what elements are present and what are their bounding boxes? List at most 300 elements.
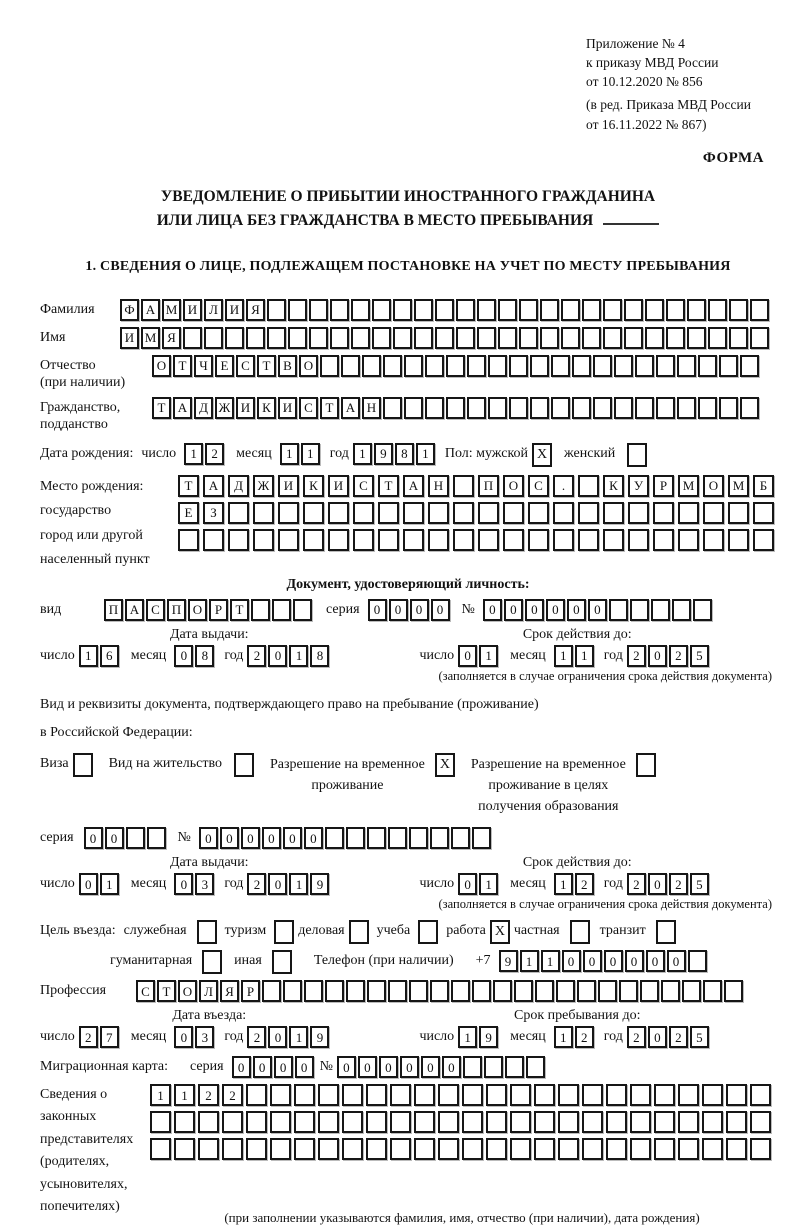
purpose-humanitarian-checkbox[interactable] (202, 950, 222, 974)
guardians-grid-row1[interactable] (150, 1084, 774, 1106)
form-cell[interactable]: 0 (442, 1056, 461, 1078)
migration-number-grid[interactable] (337, 1056, 547, 1078)
form-cell[interactable] (750, 299, 769, 321)
form-cell[interactable] (453, 529, 474, 551)
form-cell[interactable] (654, 1084, 675, 1106)
form-cell[interactable] (666, 299, 685, 321)
form-cell[interactable]: Р (653, 475, 674, 497)
form-cell[interactable] (572, 355, 591, 377)
form-cell[interactable] (150, 1111, 171, 1133)
form-cell[interactable]: Л (204, 299, 223, 321)
form-cell[interactable] (283, 980, 302, 1002)
form-cell[interactable]: 9 (310, 873, 329, 895)
form-cell[interactable]: М (162, 299, 181, 321)
form-cell[interactable]: Е (178, 502, 199, 524)
form-cell[interactable]: П (104, 599, 123, 621)
form-cell[interactable]: 0 (268, 1026, 287, 1048)
form-cell[interactable]: Т (152, 397, 171, 419)
form-cell[interactable] (462, 1084, 483, 1106)
form-cell[interactable]: Т (178, 475, 199, 497)
form-cell[interactable] (126, 827, 145, 849)
form-cell[interactable]: Н (428, 475, 449, 497)
form-cell[interactable] (708, 327, 727, 349)
form-cell[interactable] (593, 397, 612, 419)
permit-valid-day-grid[interactable] (458, 873, 500, 895)
form-cell[interactable] (510, 1138, 531, 1160)
form-cell[interactable] (388, 980, 407, 1002)
form-cell[interactable] (253, 529, 274, 551)
form-cell[interactable] (540, 327, 559, 349)
doc-valid-month-grid[interactable] (554, 645, 596, 667)
form-cell[interactable] (328, 502, 349, 524)
doc-kind-grid[interactable] (104, 599, 314, 621)
form-cell[interactable] (486, 1111, 507, 1133)
form-cell[interactable] (320, 355, 339, 377)
form-cell[interactable] (278, 529, 299, 551)
form-cell[interactable] (253, 502, 274, 524)
form-cell[interactable]: 0 (199, 827, 218, 849)
birth-year-grid[interactable] (353, 443, 437, 465)
form-cell[interactable] (498, 327, 517, 349)
form-cell[interactable] (309, 299, 328, 321)
purpose-private-checkbox[interactable] (570, 920, 590, 944)
form-cell[interactable] (703, 529, 724, 551)
form-cell[interactable]: Т (157, 980, 176, 1002)
form-cell[interactable] (582, 327, 601, 349)
form-cell[interactable] (666, 327, 685, 349)
form-cell[interactable]: И (183, 299, 202, 321)
form-cell[interactable] (514, 980, 533, 1002)
form-cell[interactable]: А (341, 397, 360, 419)
form-cell[interactable] (630, 1111, 651, 1133)
form-cell[interactable] (478, 529, 499, 551)
form-cell[interactable]: 3 (195, 1026, 214, 1048)
form-cell[interactable]: 0 (389, 599, 408, 621)
form-cell[interactable] (222, 1111, 243, 1133)
form-cell[interactable] (558, 1111, 579, 1133)
form-cell[interactable]: А (141, 299, 160, 321)
form-cell[interactable] (309, 327, 328, 349)
form-cell[interactable] (486, 1138, 507, 1160)
form-cell[interactable] (262, 980, 281, 1002)
form-cell[interactable] (624, 299, 643, 321)
form-cell[interactable] (270, 1084, 291, 1106)
form-cell[interactable]: М (678, 475, 699, 497)
form-cell[interactable] (288, 327, 307, 349)
form-cell[interactable] (174, 1111, 195, 1133)
form-cell[interactable]: С (299, 397, 318, 419)
form-cell[interactable]: 0 (458, 873, 477, 895)
form-cell[interactable] (486, 1084, 507, 1106)
form-cell[interactable] (678, 1084, 699, 1106)
form-cell[interactable]: 1 (554, 1026, 573, 1048)
form-cell[interactable] (388, 827, 407, 849)
form-cell[interactable] (728, 529, 749, 551)
purpose-study-checkbox[interactable] (418, 920, 438, 944)
form-cell[interactable] (654, 1111, 675, 1133)
doc-issue-month-grid[interactable] (174, 645, 216, 667)
form-cell[interactable] (430, 827, 449, 849)
purpose-other-checkbox[interactable] (272, 950, 292, 974)
form-cell[interactable] (653, 502, 674, 524)
form-cell[interactable] (246, 1138, 267, 1160)
form-cell[interactable]: О (703, 475, 724, 497)
form-cell[interactable] (304, 980, 323, 1002)
form-cell[interactable] (372, 327, 391, 349)
form-cell[interactable] (519, 299, 538, 321)
form-cell[interactable]: 2 (669, 873, 688, 895)
form-cell[interactable] (726, 1084, 747, 1106)
form-cell[interactable] (318, 1138, 339, 1160)
form-cell[interactable]: 0 (567, 599, 586, 621)
form-cell[interactable] (654, 1138, 675, 1160)
form-cell[interactable] (505, 1056, 524, 1078)
form-cell[interactable]: С (353, 475, 374, 497)
form-cell[interactable] (246, 1084, 267, 1106)
form-cell[interactable] (753, 529, 774, 551)
form-cell[interactable]: 2 (205, 443, 224, 465)
form-cell[interactable] (438, 1084, 459, 1106)
phone-grid[interactable] (499, 950, 709, 972)
form-cell[interactable]: С (528, 475, 549, 497)
form-cell[interactable]: 2 (627, 1026, 646, 1048)
permit-series-grid[interactable] (84, 827, 168, 849)
form-cell[interactable]: 5 (690, 645, 709, 667)
form-cell[interactable] (228, 502, 249, 524)
form-cell[interactable] (342, 1084, 363, 1106)
form-cell[interactable] (498, 299, 517, 321)
form-cell[interactable]: 0 (562, 950, 581, 972)
form-cell[interactable]: А (173, 397, 192, 419)
purpose-transit-checkbox[interactable] (656, 920, 676, 944)
residence-permit-checkbox[interactable] (234, 753, 254, 777)
form-cell[interactable] (672, 599, 691, 621)
visa-checkbox[interactable] (73, 753, 93, 777)
form-cell[interactable] (267, 299, 286, 321)
form-cell[interactable] (510, 1084, 531, 1106)
permit-valid-month-grid[interactable] (554, 873, 596, 895)
purpose-work-checkbox[interactable]: X (490, 920, 510, 944)
form-cell[interactable] (606, 1111, 627, 1133)
form-cell[interactable] (404, 355, 423, 377)
form-cell[interactable] (174, 1138, 195, 1160)
form-cell[interactable]: 5 (690, 873, 709, 895)
doc-series-grid[interactable] (368, 599, 452, 621)
form-cell[interactable] (393, 327, 412, 349)
form-cell[interactable] (693, 599, 712, 621)
form-cell[interactable]: 0 (648, 1026, 667, 1048)
permit-issue-day-grid[interactable] (79, 873, 121, 895)
profession-grid[interactable] (136, 980, 745, 1002)
form-cell[interactable] (561, 327, 580, 349)
birthplace-grid-row2[interactable] (178, 502, 778, 524)
form-cell[interactable]: 0 (295, 1056, 314, 1078)
form-cell[interactable] (467, 397, 486, 419)
form-cell[interactable] (330, 327, 349, 349)
form-cell[interactable] (303, 529, 324, 551)
form-cell[interactable]: 1 (289, 1026, 308, 1048)
form-cell[interactable] (740, 355, 759, 377)
birth-month-grid[interactable] (280, 443, 322, 465)
form-cell[interactable] (578, 529, 599, 551)
form-cell[interactable] (353, 529, 374, 551)
form-cell[interactable]: И (120, 327, 139, 349)
form-cell[interactable]: 0 (525, 599, 544, 621)
entry-year-grid[interactable] (247, 1026, 331, 1048)
form-cell[interactable] (303, 502, 324, 524)
form-cell[interactable]: 1 (575, 645, 594, 667)
form-cell[interactable] (530, 397, 549, 419)
form-cell[interactable]: 0 (262, 827, 281, 849)
form-cell[interactable]: 8 (395, 443, 414, 465)
form-cell[interactable] (425, 355, 444, 377)
form-cell[interactable] (293, 599, 312, 621)
form-cell[interactable] (728, 502, 749, 524)
form-cell[interactable]: З (203, 502, 224, 524)
patronymic-grid[interactable] (152, 355, 761, 377)
sex-female-checkbox[interactable] (627, 443, 647, 467)
form-cell[interactable]: 1 (100, 873, 119, 895)
form-cell[interactable] (147, 827, 166, 849)
purpose-tourism-checkbox[interactable] (274, 920, 294, 944)
guardians-grid-row3[interactable] (150, 1138, 774, 1160)
form-cell[interactable] (624, 327, 643, 349)
form-cell[interactable] (456, 299, 475, 321)
form-cell[interactable]: 0 (358, 1056, 377, 1078)
doc-issue-year-grid[interactable] (247, 645, 331, 667)
form-cell[interactable] (150, 1138, 171, 1160)
form-cell[interactable]: 0 (588, 599, 607, 621)
form-cell[interactable] (619, 980, 638, 1002)
form-cell[interactable]: 0 (253, 1056, 272, 1078)
form-cell[interactable] (614, 355, 633, 377)
permit-valid-year-grid[interactable] (627, 873, 711, 895)
form-cell[interactable] (198, 1111, 219, 1133)
form-cell[interactable]: 1 (520, 950, 539, 972)
form-cell[interactable] (593, 355, 612, 377)
temp-residence-checkbox[interactable]: X (435, 753, 455, 777)
form-cell[interactable] (478, 502, 499, 524)
form-cell[interactable] (435, 299, 454, 321)
form-cell[interactable] (630, 1138, 651, 1160)
form-cell[interactable] (438, 1138, 459, 1160)
form-cell[interactable]: И (278, 397, 297, 419)
form-cell[interactable]: 0 (604, 950, 623, 972)
form-cell[interactable] (635, 397, 654, 419)
birthplace-grid-row3[interactable] (178, 529, 778, 551)
form-cell[interactable] (414, 1138, 435, 1160)
form-cell[interactable] (703, 980, 722, 1002)
form-cell[interactable] (677, 355, 696, 377)
form-cell[interactable] (366, 1084, 387, 1106)
citizenship-grid[interactable] (152, 397, 761, 419)
form-cell[interactable] (435, 327, 454, 349)
form-cell[interactable] (367, 827, 386, 849)
form-cell[interactable]: 0 (504, 599, 523, 621)
form-cell[interactable] (556, 980, 575, 1002)
form-cell[interactable]: 0 (483, 599, 502, 621)
form-cell[interactable]: 0 (648, 645, 667, 667)
form-cell[interactable]: 0 (400, 1056, 419, 1078)
form-cell[interactable]: 3 (195, 873, 214, 895)
form-cell[interactable] (366, 1111, 387, 1133)
form-cell[interactable]: 0 (337, 1056, 356, 1078)
form-cell[interactable] (383, 355, 402, 377)
form-cell[interactable]: 2 (575, 1026, 594, 1048)
form-cell[interactable]: И (236, 397, 255, 419)
form-cell[interactable]: 1 (353, 443, 372, 465)
form-cell[interactable] (428, 502, 449, 524)
form-cell[interactable] (225, 327, 244, 349)
form-cell[interactable] (372, 299, 391, 321)
form-cell[interactable] (653, 529, 674, 551)
form-cell[interactable] (472, 980, 491, 1002)
form-cell[interactable]: 0 (174, 645, 193, 667)
form-cell[interactable] (661, 980, 680, 1002)
form-cell[interactable] (362, 355, 381, 377)
birthplace-grid-row1[interactable] (178, 475, 778, 497)
form-cell[interactable] (678, 1138, 699, 1160)
form-cell[interactable]: 0 (379, 1056, 398, 1078)
permit-issue-month-grid[interactable] (174, 873, 216, 895)
form-cell[interactable] (729, 299, 748, 321)
entry-day-grid[interactable] (79, 1026, 121, 1048)
doc-number-grid[interactable] (483, 599, 714, 621)
form-cell[interactable] (750, 1084, 771, 1106)
form-cell[interactable] (325, 827, 344, 849)
form-cell[interactable] (726, 1138, 747, 1160)
form-cell[interactable] (367, 980, 386, 1002)
form-cell[interactable]: 0 (274, 1056, 293, 1078)
form-cell[interactable]: 0 (105, 827, 124, 849)
form-cell[interactable]: 0 (648, 873, 667, 895)
form-cell[interactable]: . (553, 475, 574, 497)
form-cell[interactable] (383, 397, 402, 419)
form-cell[interactable]: А (125, 599, 144, 621)
form-cell[interactable]: К (303, 475, 324, 497)
form-cell[interactable] (462, 1111, 483, 1133)
form-cell[interactable]: Т (230, 599, 249, 621)
form-cell[interactable]: 0 (79, 873, 98, 895)
form-cell[interactable]: Т (173, 355, 192, 377)
form-cell[interactable]: Ж (253, 475, 274, 497)
form-cell[interactable]: 2 (247, 645, 266, 667)
form-cell[interactable]: 1 (479, 873, 498, 895)
form-cell[interactable] (409, 980, 428, 1002)
form-cell[interactable] (351, 299, 370, 321)
form-cell[interactable] (278, 502, 299, 524)
form-cell[interactable]: 0 (583, 950, 602, 972)
form-cell[interactable]: 2 (198, 1084, 219, 1106)
form-cell[interactable]: 1 (184, 443, 203, 465)
form-cell[interactable]: И (225, 299, 244, 321)
form-cell[interactable] (540, 299, 559, 321)
form-cell[interactable]: 1 (174, 1084, 195, 1106)
form-cell[interactable] (687, 299, 706, 321)
form-cell[interactable] (456, 327, 475, 349)
form-cell[interactable] (390, 1111, 411, 1133)
form-cell[interactable] (403, 529, 424, 551)
form-cell[interactable] (488, 355, 507, 377)
form-cell[interactable] (488, 397, 507, 419)
form-cell[interactable] (561, 299, 580, 321)
doc-valid-year-grid[interactable] (627, 645, 711, 667)
form-cell[interactable] (446, 397, 465, 419)
form-cell[interactable] (409, 827, 428, 849)
form-cell[interactable] (472, 827, 491, 849)
form-cell[interactable]: 1 (79, 645, 98, 667)
form-cell[interactable]: 2 (575, 873, 594, 895)
form-cell[interactable] (451, 827, 470, 849)
form-cell[interactable] (204, 327, 223, 349)
form-cell[interactable] (294, 1111, 315, 1133)
form-cell[interactable] (453, 502, 474, 524)
form-cell[interactable] (393, 299, 412, 321)
form-cell[interactable] (750, 1111, 771, 1133)
form-cell[interactable] (553, 502, 574, 524)
form-cell[interactable]: 5 (690, 1026, 709, 1048)
form-cell[interactable] (577, 980, 596, 1002)
name-grid[interactable] (120, 327, 771, 349)
form-cell[interactable] (702, 1111, 723, 1133)
form-cell[interactable] (582, 1111, 603, 1133)
form-cell[interactable] (628, 502, 649, 524)
form-cell[interactable] (251, 599, 270, 621)
form-cell[interactable] (726, 1111, 747, 1133)
form-cell[interactable] (530, 355, 549, 377)
form-cell[interactable]: 1 (479, 645, 498, 667)
form-cell[interactable] (635, 355, 654, 377)
form-cell[interactable]: П (478, 475, 499, 497)
form-cell[interactable] (453, 475, 474, 497)
form-cell[interactable]: 9 (310, 1026, 329, 1048)
form-cell[interactable] (318, 1111, 339, 1133)
form-cell[interactable]: 0 (667, 950, 686, 972)
form-cell[interactable]: О (188, 599, 207, 621)
form-cell[interactable] (288, 299, 307, 321)
form-cell[interactable]: М (141, 327, 160, 349)
form-cell[interactable]: 1 (301, 443, 320, 465)
form-cell[interactable] (414, 299, 433, 321)
form-cell[interactable] (719, 397, 738, 419)
form-cell[interactable] (528, 502, 549, 524)
form-cell[interactable]: 9 (479, 1026, 498, 1048)
form-cell[interactable]: Д (194, 397, 213, 419)
form-cell[interactable]: Б (753, 475, 774, 497)
form-cell[interactable] (719, 355, 738, 377)
form-cell[interactable]: 0 (625, 950, 644, 972)
purpose-business-checkbox[interactable] (197, 920, 217, 944)
form-cell[interactable]: К (257, 397, 276, 419)
form-cell[interactable] (558, 1138, 579, 1160)
form-cell[interactable] (463, 1056, 482, 1078)
form-cell[interactable] (558, 1084, 579, 1106)
form-cell[interactable] (645, 299, 664, 321)
form-cell[interactable]: 0 (232, 1056, 251, 1078)
form-cell[interactable] (603, 299, 622, 321)
form-cell[interactable] (378, 529, 399, 551)
form-cell[interactable] (553, 529, 574, 551)
form-cell[interactable] (603, 502, 624, 524)
form-cell[interactable] (198, 1138, 219, 1160)
form-cell[interactable] (678, 529, 699, 551)
form-cell[interactable] (430, 980, 449, 1002)
form-cell[interactable]: 0 (283, 827, 302, 849)
guardians-grid-row2[interactable] (150, 1111, 774, 1133)
form-cell[interactable]: 2 (222, 1084, 243, 1106)
form-cell[interactable] (729, 327, 748, 349)
form-cell[interactable] (484, 1056, 503, 1078)
